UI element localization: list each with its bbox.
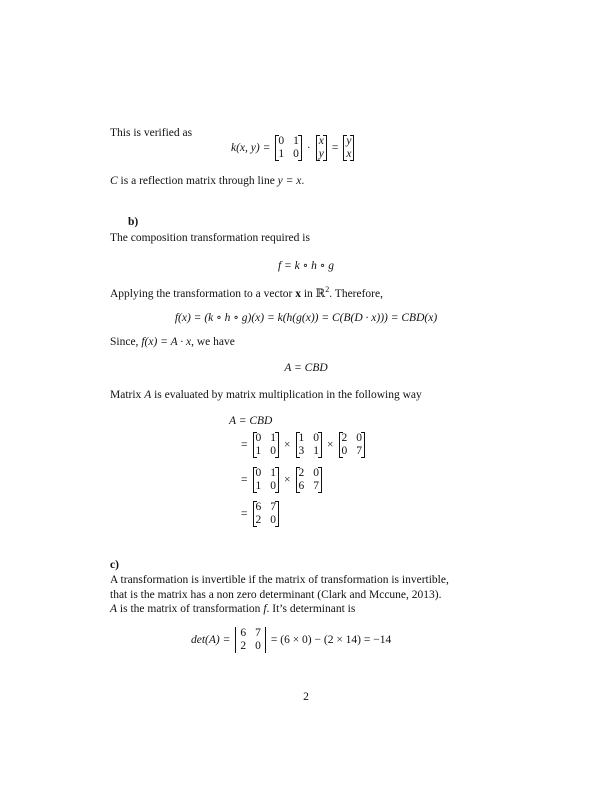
- derivation-line4: = 6 7 2 0: [241, 501, 279, 527]
- equation-composition: f(x) = (k ∘ h ∘ g)(x) = k(h(g(x)) = C(B(D · x))) = CBD(x): [174, 312, 438, 324]
- determinant-matrix: 6 7 2 0: [235, 627, 266, 653]
- matrix-c: 0 1 1 0: [253, 432, 280, 458]
- vector-xy: x y: [316, 135, 327, 161]
- composition-intro: The composition transformation required is: [110, 232, 310, 244]
- matrix-reflection: 0 1 1 0: [275, 135, 302, 161]
- matrix-bd: 2 0 6 7: [296, 467, 323, 493]
- vector-yx: y x: [343, 135, 354, 161]
- section-b-heading: b): [128, 216, 139, 228]
- invertible-line3: A is the matrix of transformation f. It’s determinant is: [110, 603, 356, 615]
- invertible-line1: A transformation is invertible if the matrix of transformation is invertible,: [110, 574, 449, 586]
- matrix-eval-text: Matrix A is evaluated by matrix multiplication in the following way: [110, 389, 422, 401]
- verified-text: This is verified as: [110, 127, 193, 139]
- reflection-text: C is a reflection matrix through line y = x.: [110, 175, 305, 187]
- section-c-heading: c): [110, 559, 119, 571]
- matrix-c-2: 0 1 1 0: [253, 467, 280, 493]
- derivation-line1: A = CBD: [229, 415, 273, 427]
- equation-a-cbd: A = CBD: [284, 362, 328, 374]
- since-text: Since, f(x) = A · x, we have: [110, 336, 235, 348]
- verify-equation: k(x, y) = 0 1 1 0 · x y = y x: [231, 135, 354, 161]
- matrix-a-result: 6 7 2 0: [253, 501, 280, 527]
- page-number: 2: [303, 691, 309, 703]
- matrix-b: 1 0 3 1: [296, 432, 323, 458]
- derivation-line3: = 0 1 1 0 × 2 0 6 7: [241, 467, 322, 493]
- applying-text: Applying the transformation to a vector x in ℝ$^2$. Therefore,: [110, 285, 383, 300]
- derivation-line2: = 0 1 1 0 × 1 0 3 1 × 2 0 0 7: [241, 432, 365, 458]
- equation-f: f = k ∘ h ∘ g: [277, 260, 335, 272]
- matrix-d: 2 0 0 7: [339, 432, 366, 458]
- determinant-equation: det(A) = 6 7 2 0 = (6 × 0) − (2 × 14) = −14: [191, 627, 392, 652]
- verify-lhs: k(x, y) =: [231, 142, 271, 154]
- invertible-line2: that is the matrix has a non zero determinant (Clark and Mccune, 2013).: [110, 589, 442, 601]
